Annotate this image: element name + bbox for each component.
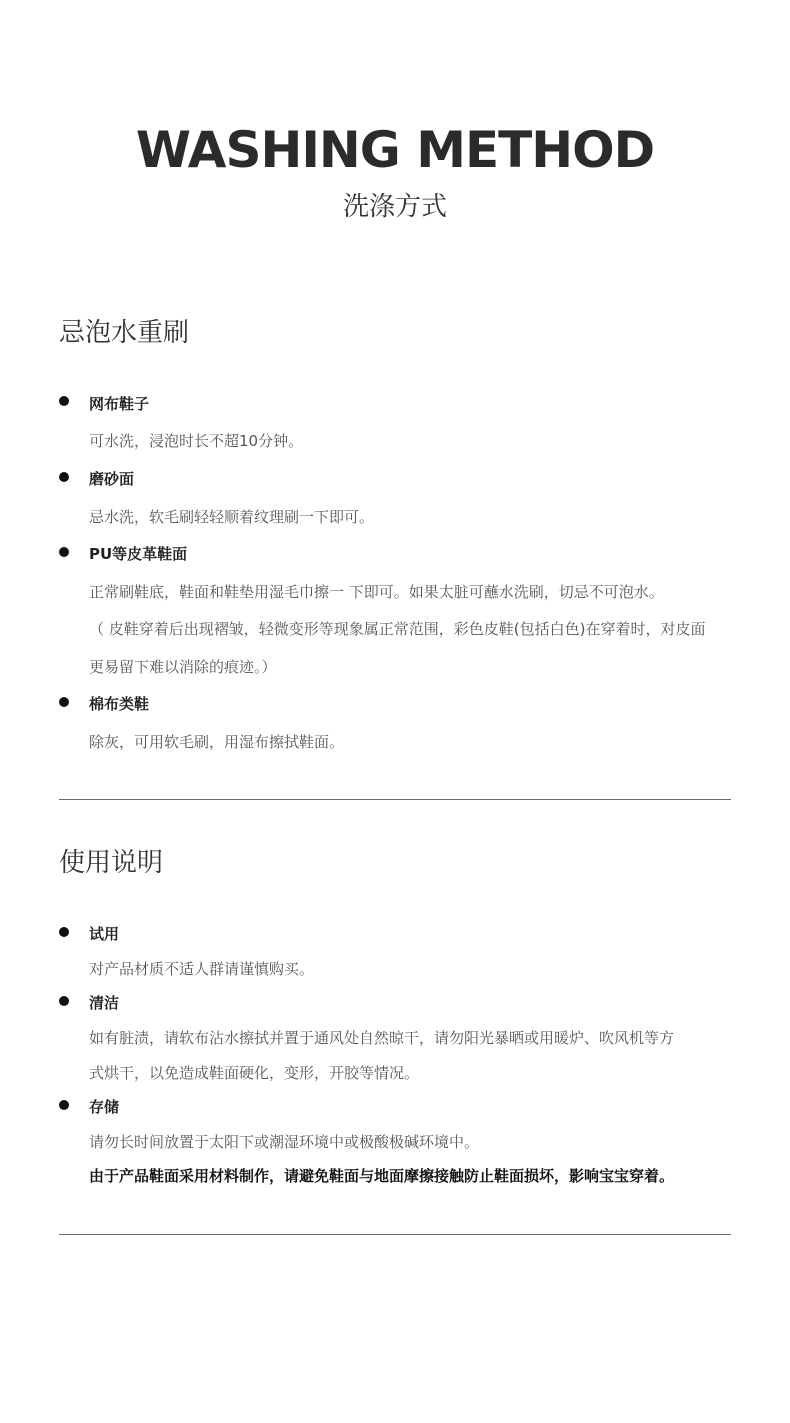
item-text: 请勿长时间放置于太阳下或潮湿环境中或极酸极碱环境中。: [89, 1133, 480, 1151]
bullet-icon: [59, 547, 69, 557]
item-title: 存储: [89, 1098, 120, 1116]
item-text: 忌水洗，软毛刷轻轻顺着纹理刷一下即可。: [89, 508, 375, 526]
item-title: 试用: [89, 925, 120, 943]
item-text: 可水洗，浸泡时长不超10分钟。: [89, 432, 304, 450]
item-text: 式烘干，以免造成鞋面硬化，变形，开胶等情况。: [89, 1064, 420, 1082]
bullet-icon: [59, 927, 69, 937]
item-text-emphasis: 由于产品鞋面采用材料制作，请避免鞋面与地面摩擦接触防止鞋面损坏，影响宝宝穿着。: [89, 1167, 675, 1185]
item-text: 除灰，可用软毛刷，用湿布擦拭鞋面。: [89, 733, 345, 751]
bullet-icon: [59, 1100, 69, 1110]
section-divider: [59, 799, 731, 800]
bullet-icon: [59, 472, 69, 482]
section-title: 使用说明: [59, 848, 164, 878]
item-title: 网布鞋子: [89, 395, 150, 413]
section-title: 忌泡水重刷: [59, 318, 190, 348]
item-title: PU等皮革鞋面: [89, 545, 188, 563]
item-title: 棉布类鞋: [89, 695, 150, 713]
item-title: 磨砂面: [89, 470, 135, 488]
bullet-icon: [59, 996, 69, 1006]
item-title: 清洁: [89, 994, 120, 1012]
item-text: 对产品材质不适人群请谨慎购买。: [89, 960, 315, 978]
item-text: 更易留下难以消除的痕迹。）: [89, 658, 277, 676]
item-text: 正常刷鞋底，鞋面和鞋垫用湿毛巾擦一 下即可。如果太脏可蘸水洗刷，切忌不可泡水。: [89, 583, 664, 601]
item-text: 如有脏渍，请软布沾水擦拭并置于通风处自然晾干，请勿阳光暴晒或用暖炉、吹风机等方: [89, 1029, 675, 1047]
page-subtitle: 洗涤方式: [342, 192, 447, 222]
bullet-icon: [59, 396, 69, 406]
page-title: WASHING METHOD: [135, 121, 655, 179]
bullet-icon: [59, 697, 69, 707]
item-text: （ 皮鞋穿着后出现褶皱，轻微变形等现象属正常范围，彩色皮鞋(包括白色)在穿着时，对皮面: [89, 620, 706, 638]
section-divider: [59, 1234, 731, 1235]
